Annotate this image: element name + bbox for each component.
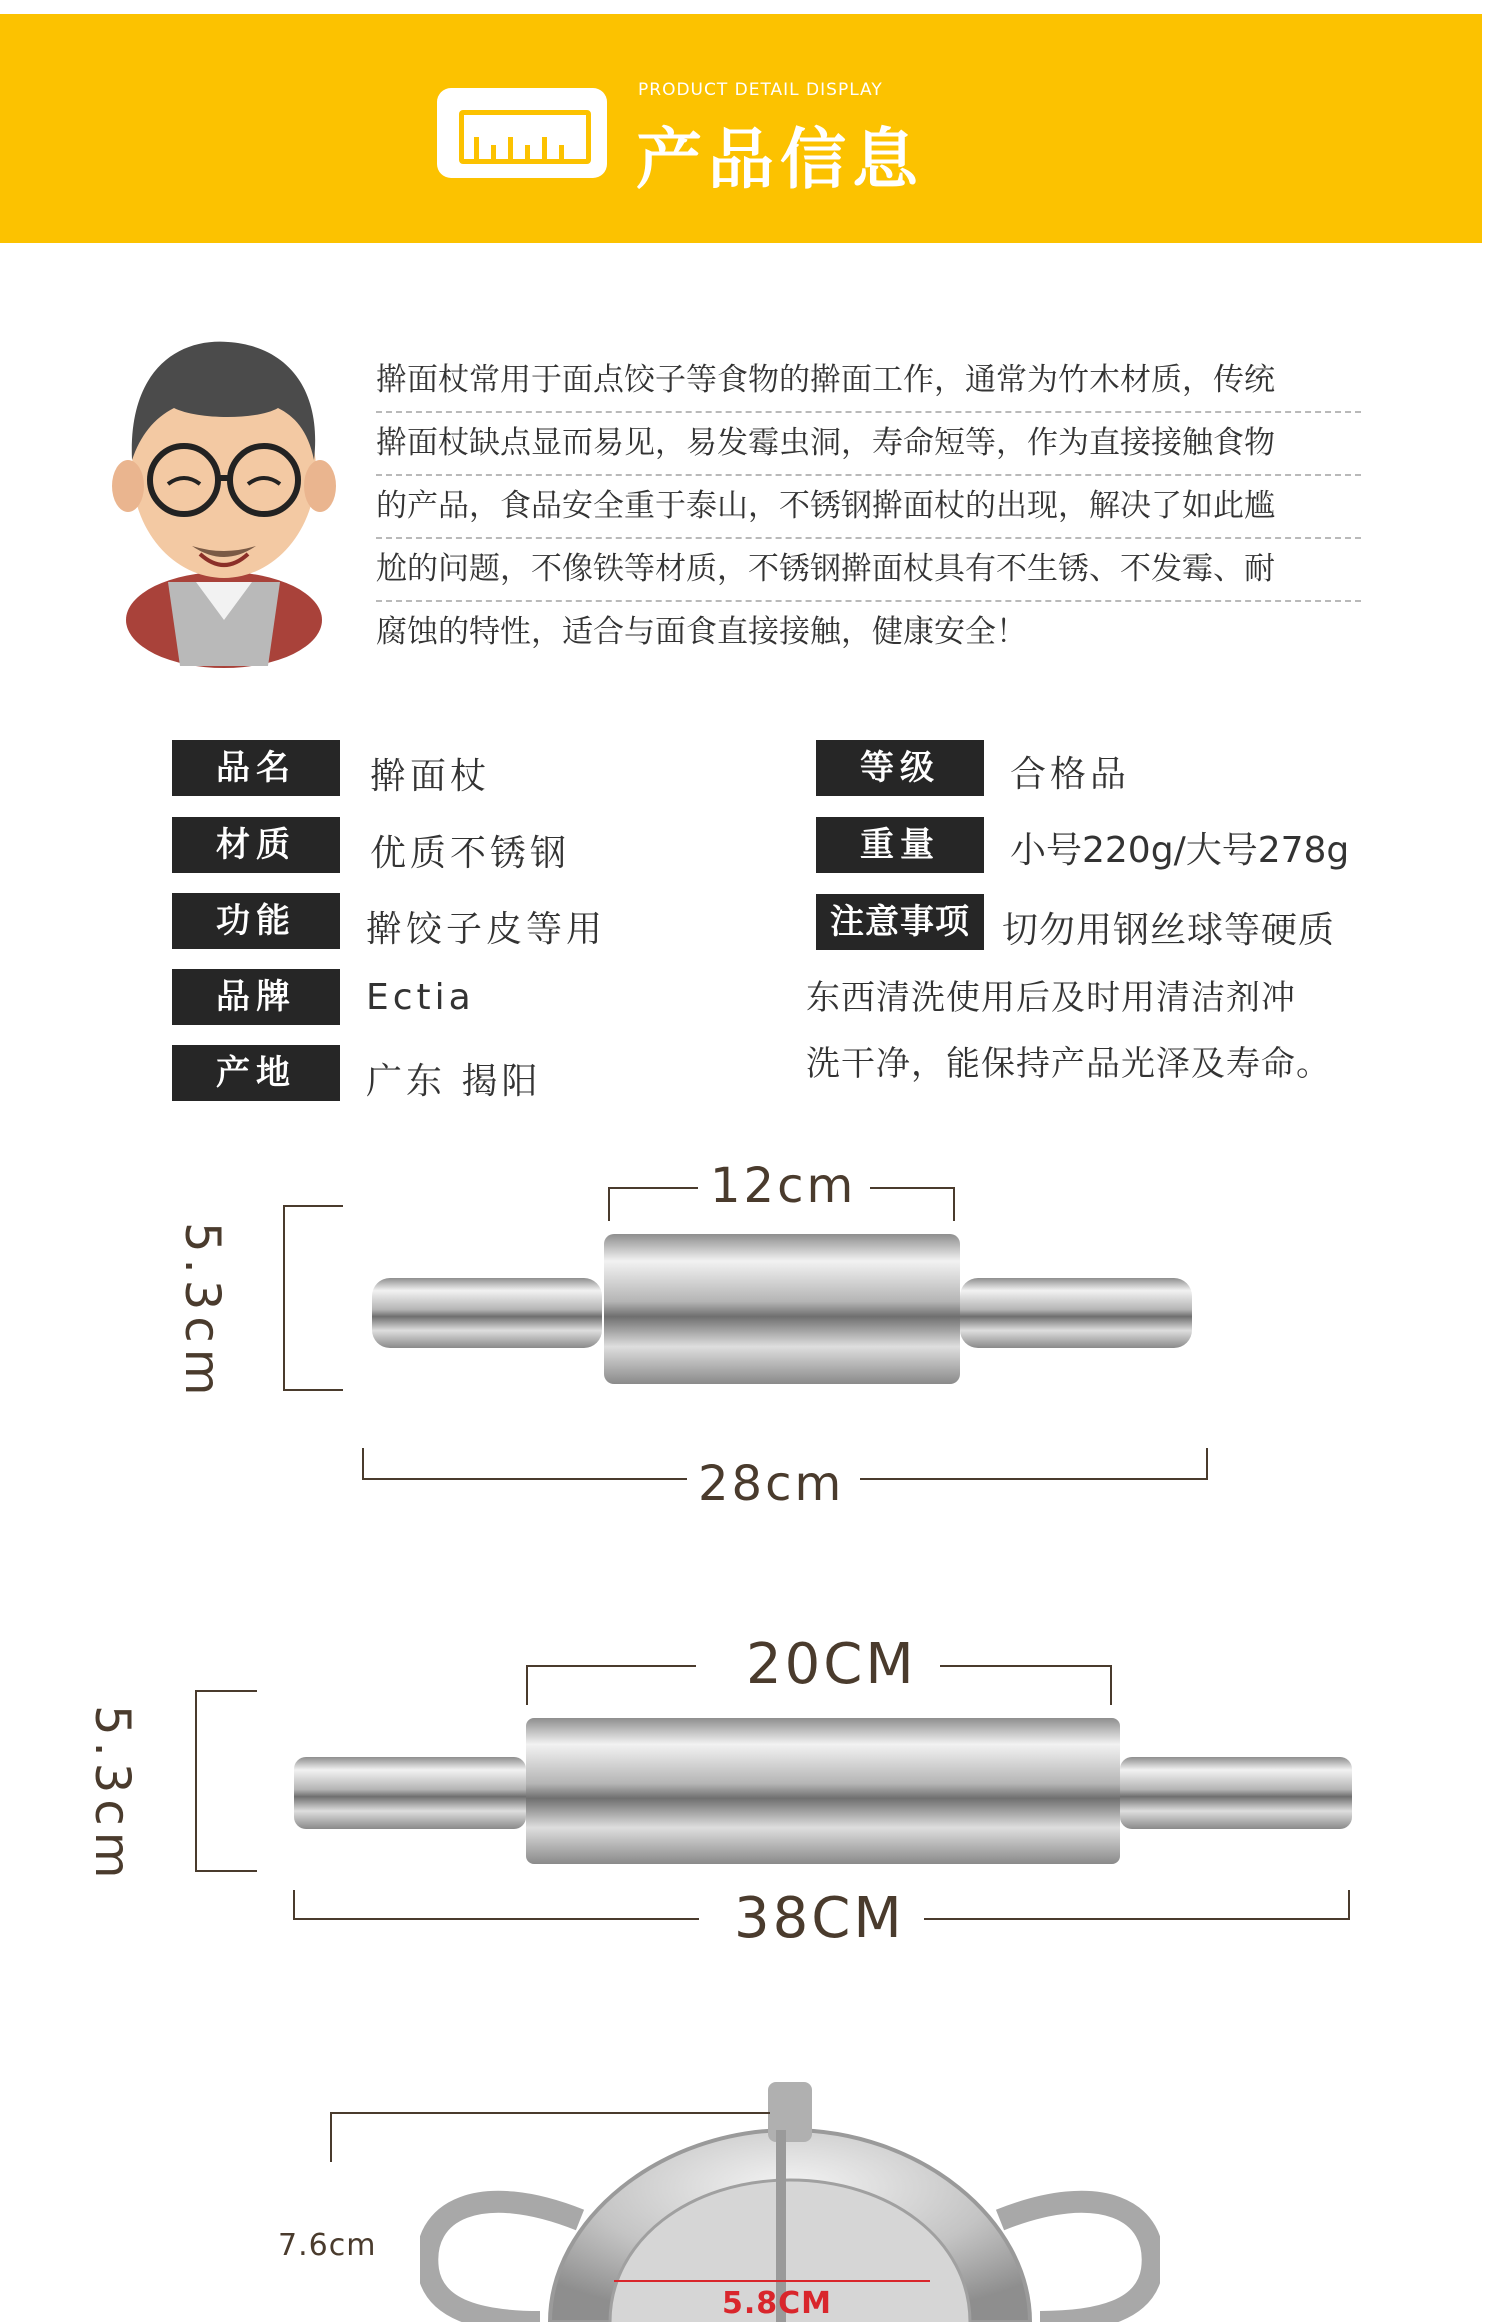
dimension-line [608,1187,698,1189]
large-pin-diameter: 5.3cm [84,1705,140,1885]
dimension-line [195,1870,257,1872]
spec-label-origin: 产地 [172,1045,340,1101]
dimension-line [283,1205,285,1391]
small-pin-diameter: 5.3cm [174,1222,230,1402]
spec-value-grade: 合格品 [1010,754,1131,795]
mold-height: 7.6cm [278,2228,377,2263]
ruler-icon [437,88,607,178]
spec-value-weight: 小号220g/大号278g [1010,830,1350,871]
dimension-line [1348,1890,1350,1920]
notice-line: 洗干净，能保持产品光泽及寿命。 [806,1044,1331,1084]
dimension-line [293,1918,699,1920]
description-line: 擀面杖缺点显而易见，易发霉虫洞，寿命短等，作为直接接触食物 [376,413,1361,476]
dimension-line [860,1478,1208,1480]
small-pin-total-length: 28cm [698,1456,845,1512]
large-pin-center-length: 20CM [746,1632,917,1697]
spec-value-function: 擀饺子皮等用 [366,909,607,950]
dumpling-mold-image [420,2070,1160,2322]
dimension-line [283,1205,343,1207]
product-description [376,350,1361,663]
dimension-line [526,1665,528,1705]
description-line: 腐蚀的特性，适合与面食直接接触，健康安全！ [376,614,1027,650]
spec-value-name: 擀面杖 [370,756,491,797]
dimension-line [953,1187,955,1221]
dimension-line [283,1389,343,1391]
spec-value-material: 优质不锈钢 [370,833,571,874]
dimension-line [924,1918,1350,1920]
dimension-line [195,1690,197,1872]
spec-value-origin: 广东 揭阳 [366,1061,542,1102]
dimension-line [1110,1665,1112,1705]
description-line: 擀面杖常用于面点饺子等食物的擀面工作，通常为竹木材质，传统 [376,350,1361,413]
spec-label-material: 材质 [172,817,340,873]
banner-subtitle: PRODUCT DETAIL DISPLAY [638,80,883,100]
dimension-line [608,1187,610,1221]
dimension-line [362,1448,364,1480]
red-dimension-line [614,2280,930,2282]
spec-label-name: 品名 [172,740,340,796]
spec-label-brand: 品牌 [172,969,340,1025]
spec-label-weight: 重量 [816,817,984,873]
spec-label-function: 功能 [172,893,340,949]
notice-line: 东西清洗使用后及时用清洁剂冲 [806,978,1296,1018]
spec-label-grade: 等级 [816,740,984,796]
dimension-line [940,1665,1112,1667]
dimension-line [330,2112,770,2114]
dimension-line [526,1665,696,1667]
dimension-line [293,1890,295,1920]
description-line: 的产品，食品安全重于泰山，不锈钢擀面杖的出现，解决了如此尴 [376,476,1361,539]
description-line: 尬的问题，不像铁等材质，不锈钢擀面杖具有不生锈、不发霉、耐 [376,539,1361,602]
small-rolling-pin-image [360,1230,1200,1390]
dimension-line [1206,1448,1208,1480]
spec-label-notice: 注意事项 [816,894,984,950]
spec-value-notice: 切勿用钢丝球等硬质 [1002,910,1336,951]
small-pin-center-length: 12cm [710,1158,857,1214]
dimension-line [330,2112,332,2162]
mold-inner-width: 5.8CM [722,2286,833,2321]
dimension-line [870,1187,954,1189]
dimension-line [195,1690,257,1692]
grandpa-avatar-illustration [108,320,340,670]
dimension-line [362,1478,687,1480]
banner-title: 产品信息 [636,121,924,198]
large-pin-total-length: 38CM [734,1886,905,1951]
large-rolling-pin-image [290,1715,1356,1865]
spec-value-brand: Ectia [366,977,475,1018]
